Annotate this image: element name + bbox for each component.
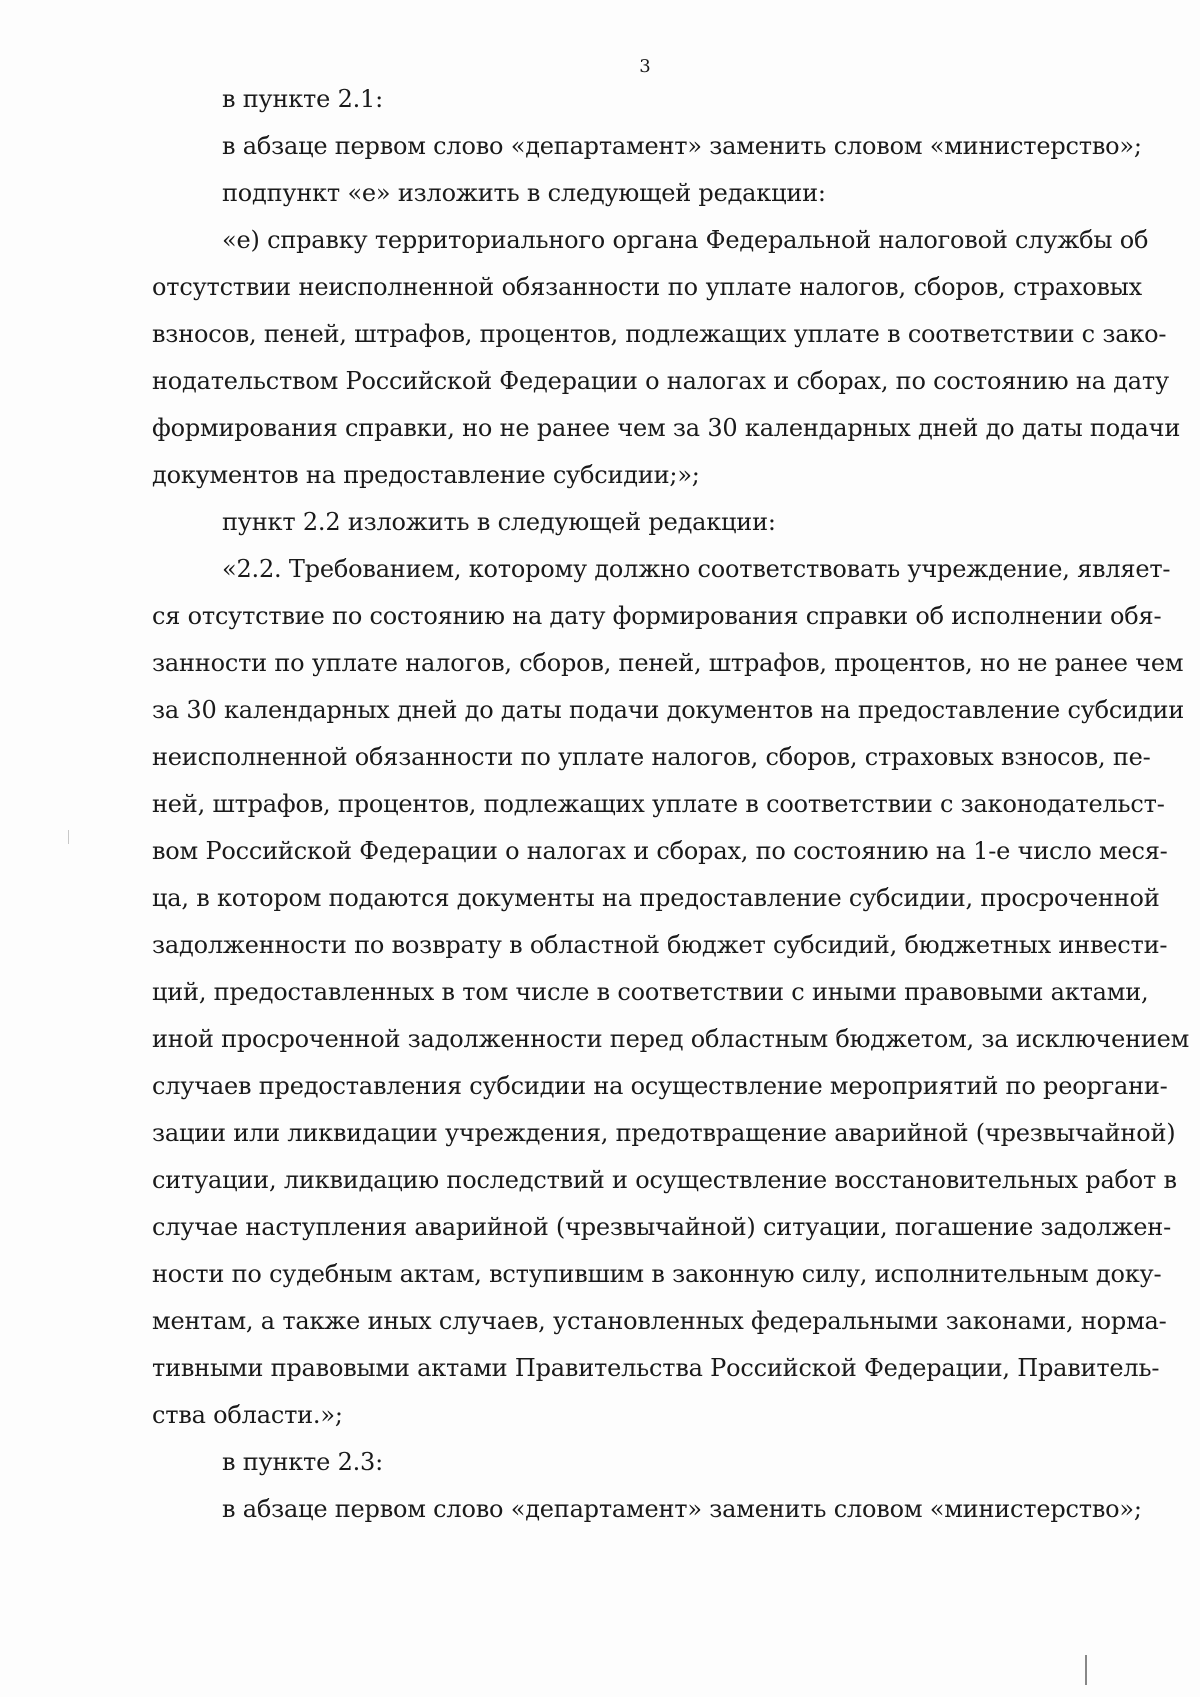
text-line: ций, предоставленных в том числе в соответствии с иными правовыми актами,: [152, 978, 1149, 1006]
text-line: ца, в котором подаются документы на предоставление субсидии, просроченной: [152, 884, 1160, 912]
text-line: подпункт «е» изложить в следующей редакции:: [222, 179, 826, 207]
text-line: задолженности по возврату в областной бюджет субсидий, бюджетных инвести-: [152, 931, 1168, 959]
text-line: документов на предоставление субсидии;»;: [152, 461, 700, 489]
text-line: за 30 календарных дней до даты подачи документов на предоставление субсидии: [152, 696, 1185, 724]
text-line: в пункте 2.3:: [222, 1448, 384, 1476]
text-line: занности по уплате налогов, сборов, пеней, штрафов, процентов, но не ранее чем: [152, 649, 1184, 677]
text-line: ситуации, ликвидацию последствий и осуществление восстановительных работ в: [152, 1166, 1177, 1194]
text-line: ней, штрафов, процентов, подлежащих уплате в соответствии с законодательст-: [152, 790, 1165, 818]
text-line: в пункте 2.1:: [222, 85, 384, 113]
text-line: ментам, а также иных случаев, установленных федеральными законами, норма-: [152, 1307, 1167, 1335]
document-body: [152, 76, 1190, 1533]
text-line: иной просроченной задолженности перед областным бюджетом, за исключением: [152, 1025, 1190, 1053]
text-line: пункт 2.2 изложить в следующей редакции:: [222, 508, 776, 536]
scan-mark: [68, 830, 69, 844]
text-line: ства области.»;: [152, 1401, 343, 1429]
text-line: нодательством Российской Федерации о налогах и сборах, по состоянию на дату: [152, 367, 1169, 395]
text-line: «е) справку территориального органа Федеральной налоговой службы об: [222, 226, 1149, 254]
text-line: вом Российской Федерации о налогах и сборах, по состоянию на 1-е число меся-: [152, 837, 1168, 865]
text-line: взносов, пеней, штрафов, процентов, подлежащих уплате в соответствии с зако-: [152, 320, 1167, 348]
page-number: 3: [639, 56, 651, 77]
text-line: ся отсутствие по состоянию на дату формирования справки об исполнении обя-: [152, 602, 1162, 630]
text-line: в абзаце первом слово «департамент» заменить словом «министерство»;: [222, 1495, 1142, 1523]
text-line: отсутствии неисполненной обязанности по уплате налогов, сборов, страховых: [152, 273, 1142, 301]
scan-mark: [1085, 1655, 1087, 1685]
text-line: случае наступления аварийной (чрезвычайной) ситуации, погашение задолжен-: [152, 1213, 1171, 1241]
text-line: в абзаце первом слово «департамент» заменить словом «министерство»;: [222, 132, 1142, 160]
text-line: формирования справки, но не ранее чем за 30 календарных дней до даты подачи: [152, 414, 1181, 442]
text-line: тивными правовыми актами Правительства Российской Федерации, Правитель-: [152, 1354, 1160, 1382]
text-line: ности по судебным актам, вступившим в законную силу, исполнительным доку-: [152, 1260, 1162, 1288]
text-line: «2.2. Требованием, которому должно соответствовать учреждение, являет-: [222, 555, 1171, 583]
text-line: зации или ликвидации учреждения, предотвращение аварийной (чрезвычайной): [152, 1119, 1176, 1147]
text-line: случаев предоставления субсидии на осуществление мероприятий по реоргани-: [152, 1072, 1168, 1100]
text-line: неисполненной обязанности по уплате налогов, сборов, страховых взносов, пе-: [152, 743, 1151, 771]
